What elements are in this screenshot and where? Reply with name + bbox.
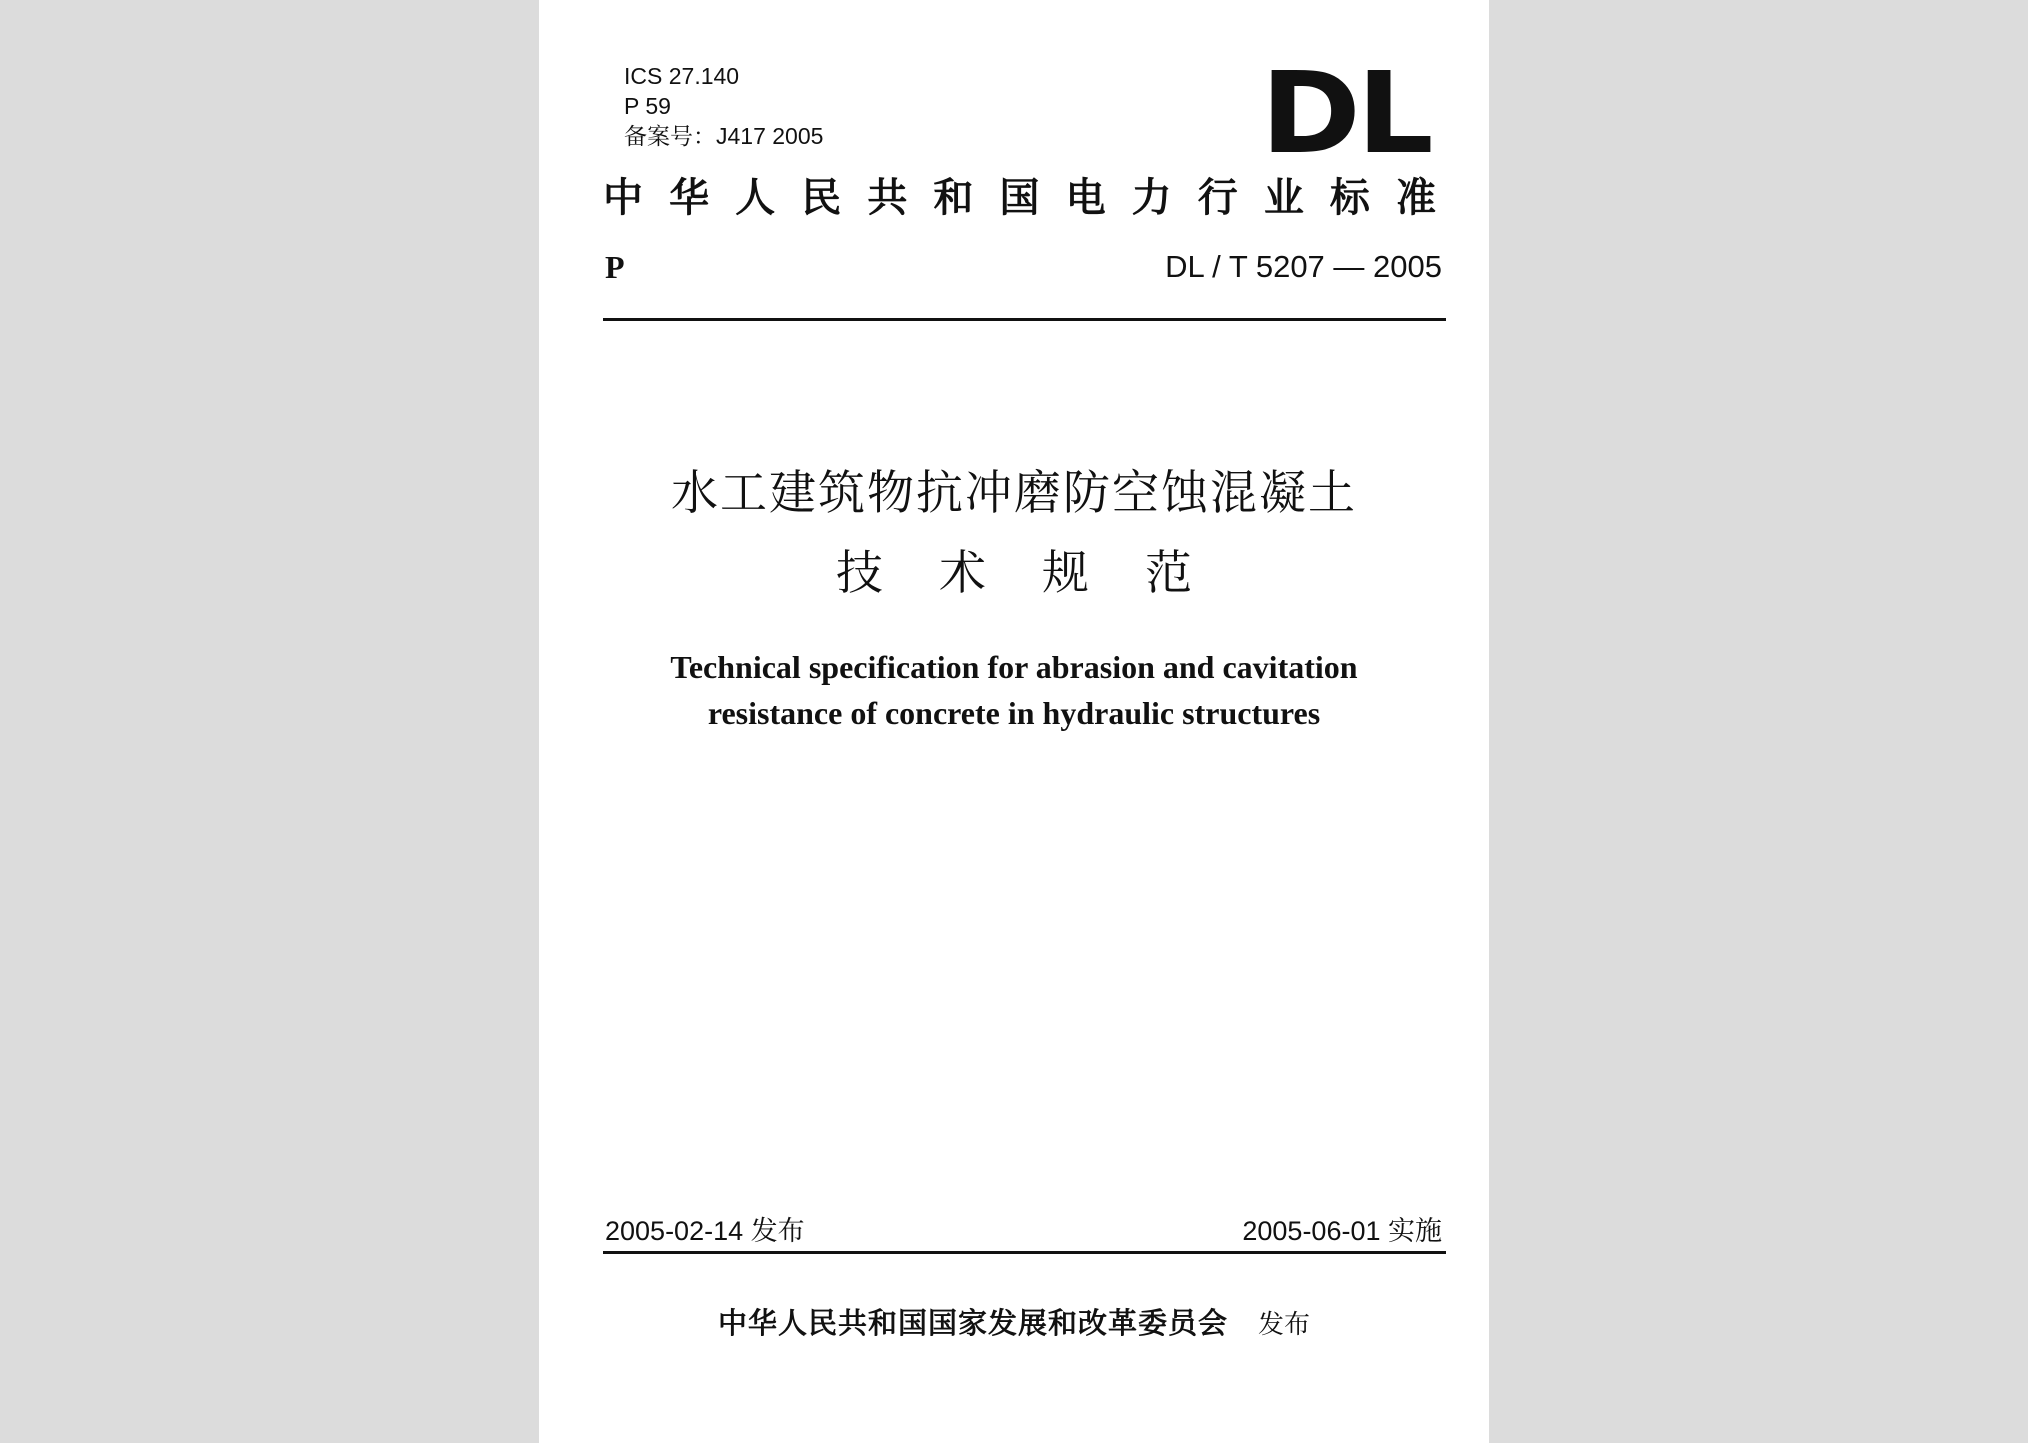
ics-code: ICS 27.140 [624,63,740,89]
industry-standard-heading: 中华人民共和国电力行业标准 [603,174,1445,221]
dl-logo: DL [1260,49,1429,179]
issue-date: 2005-02-14 发布 [605,1216,805,1246]
publisher-name: 中华人民共和国国家发展和改革委员会 [717,1306,1228,1340]
category-letter: P [605,249,625,285]
title-chinese-line1: 水工建筑物抗冲磨防空蚀混凝土 [671,466,1357,521]
filing-number: 备案号：J417 2005 [624,123,824,149]
publisher-line [539,1303,1489,1345]
title-chinese-line2: 技术规范 [836,546,1248,601]
classification-code: P 59 [624,93,671,119]
implementation-date: 2005-06-01 实施 [1242,1216,1442,1246]
footer-divider [603,1251,1446,1254]
publish-action: 发布 [1258,1310,1311,1340]
document-cover-page [539,0,1489,1443]
title-english-line2: resistance of concrete in hydraulic structures [707,695,1321,731]
header-divider [603,318,1446,321]
title-english-line1: Technical specification for abrasion and cavitation [670,649,1358,685]
standard-code: DL / T 5207 — 2005 [1165,249,1442,284]
